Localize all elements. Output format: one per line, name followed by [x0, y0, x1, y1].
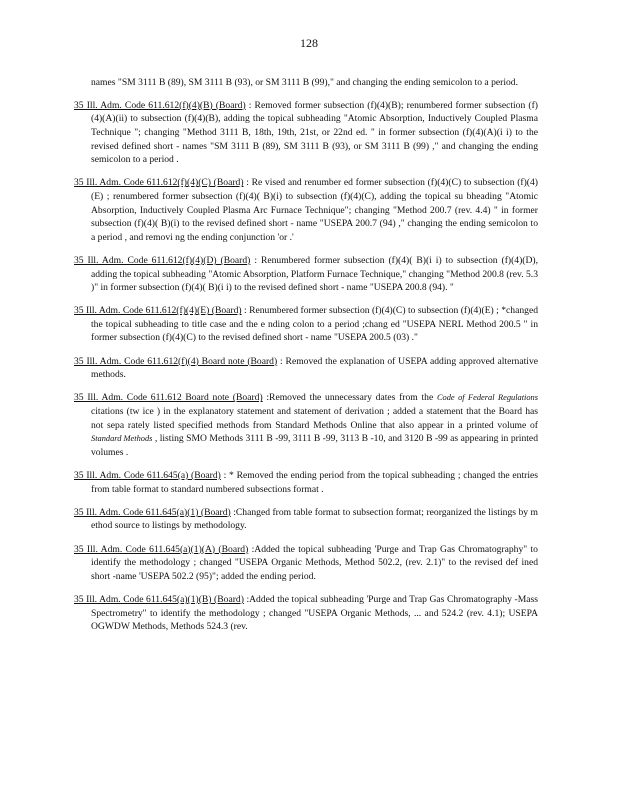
entry-text: :Added the topical subheading 'Purge and Trap Gas Chromatography -Mass Spectrometry" to identify the methodology ; changed "USEPA Organic Methods, ... and 524.2 (rev. 4.1); USEPA OGWDW Methods, Methods 524.3 (rev.	[91, 593, 538, 633]
entry-text: :Changed from table format to subsection format; reorganized the listings by m ethod source to listings by methodology.	[91, 506, 538, 532]
entry-italic-text: Code of Federal Regulations	[436, 393, 538, 403]
entry-text: : Removed former subsection (f)(4)(B); renumbered former subsection (f)(4)(A)(ii) to subsection (f)(4)(B), adding the topical subheading "Atomic Absorption, Inductively Coupled Plasma Technique "; changing "Method 3111 B, 18th, 19th, 21st, or 22nd ed. " in former subsection (f)(4)(A)(i i) to the revised defined short - names "SM 3111 B (89), SM 3111 B (93), or SM 3111 B (99) ," and changing the ending semicolon to a period .	[91, 99, 538, 166]
entry-text: : * Removed the ending period from the topical subheading ; changed the entries from table format to standard numbered subsections format .	[91, 470, 539, 495]
entry-citation: 35 Ill. Adm. Code 611.612(f)(4) Board note (Board)	[74, 355, 278, 367]
entry-paragraph	[74, 254, 538, 295]
entry-text: : Renumbered former subsection (f)(4)( B)(i i) to subsection (f)(4)(D), adding the topical subheading "Atomic Absorption, Platform Furnace Technique," changing "Method 200.8 (rev. 5.3 )" in former subsection (f)(4)( B)(i i) to the revised defined short - name "USEPA 200.8 (94). "	[91, 254, 538, 294]
entry-citation: 35 Ill. Adm. Code 611.612(f)(4)(C) (Board)	[74, 177, 244, 189]
entry-paragraph	[74, 355, 538, 382]
entry-citation: 35 Ill. Adm. Code 611.645(a)(1) (Board)	[74, 506, 231, 518]
entry-paragraph	[74, 99, 538, 167]
entry-citation: 35 Ill. Adm. Code 611.645(a) (Board)	[74, 470, 221, 481]
entry-paragraph	[74, 176, 538, 244]
entry-text: : Removed the explanation of USEPA adding approved alternative methods.	[91, 355, 538, 381]
entry-citation: 35 Ill. Adm. Code 611.612(f)(4)(B) (Board)	[74, 99, 246, 111]
entry-paragraph	[74, 543, 538, 584]
document-body	[74, 66, 538, 643]
entry-paragraph	[74, 304, 538, 345]
entry-text: : Renumbered former subsection (f)(4)(C) to subsection (f)(4)(E) ; *changed the topical subheading to title case and the e nding colon to a period ;chang ed "USEPA NERL Method 200.5 " in former subsection (f)(4)(C) to the revised defined short - name "USEPA 200.5 (03) ."	[91, 305, 539, 344]
entry-paragraph	[74, 506, 538, 533]
entry-text: : Re vised and renumber ed former subsection (f)(4)(C) to subsection (f)(4)(E) ; renumbered former subsection (f)(4)( B)(i) to subsection (f)(4)(C), adding the topical su bheading "Atomic Absorption, Inductively Coupled Plasma Arc Furnace Technique"; changing "Method 200.7 (rev. 4.4) " in former subsection (f)(4)( B)(i) to the revised defined short - name "USEPA 200.7 (94) ," changing the ending semicolon to a period , and removi ng the ending conjunction 'or .'	[91, 177, 538, 243]
entry-text: citations (tw ice ) in the explanatory statement and statement of derivation ; added a statement that the Board has not sepa rately listed specified methods from Standard Methods Online that also appear in a printed volume of	[91, 406, 538, 431]
entry-paragraph	[74, 391, 538, 459]
entry-italic-text: Standard Methods	[91, 434, 153, 444]
entry-citation: 35 Ill. Adm. Code 611.612 Board note (Board)	[74, 392, 263, 404]
entry-text: , listing SMO Methods 3111 B -99, 3111 B -99, 3113 B -10, and 3120 B -99 as appearing in printed volumes .	[91, 433, 538, 458]
entry-citation: 35 Ill. Adm. Code 611.645(a)(1)(B) (Board)	[74, 593, 244, 605]
entry-paragraph	[74, 469, 538, 496]
entry-text: :Added the topical subheading 'Purge and Trap Gas Chromatography" to identify the methodology ; changed "USEPA Organic Methods, Method 502.2, (rev. 2.1)" to the revised def ined short -name 'USEPA 502.2 (95)"; added the ending period.	[91, 543, 538, 582]
intro-paragraph: names "SM 3111 B (89), SM 3111 B (93), or SM 3111 B (99)," and changing the ending semicolon to a period.	[91, 76, 518, 88]
entry-text: :Removed the unnecessary dates from the	[266, 392, 437, 404]
entry-citation: 35 Ill. Adm. Code 611.612(f)(4)(D) (Board)	[74, 254, 251, 266]
entry-citation: 35 Ill. Adm. Code 611.612(f)(4)(E) (Board)	[74, 305, 242, 317]
entry-paragraph	[74, 593, 538, 634]
entry-citation: 35 Ill. Adm. Code 611.645(a)(1)(A) (Board)	[74, 543, 249, 555]
page-number: 128	[300, 36, 318, 50]
